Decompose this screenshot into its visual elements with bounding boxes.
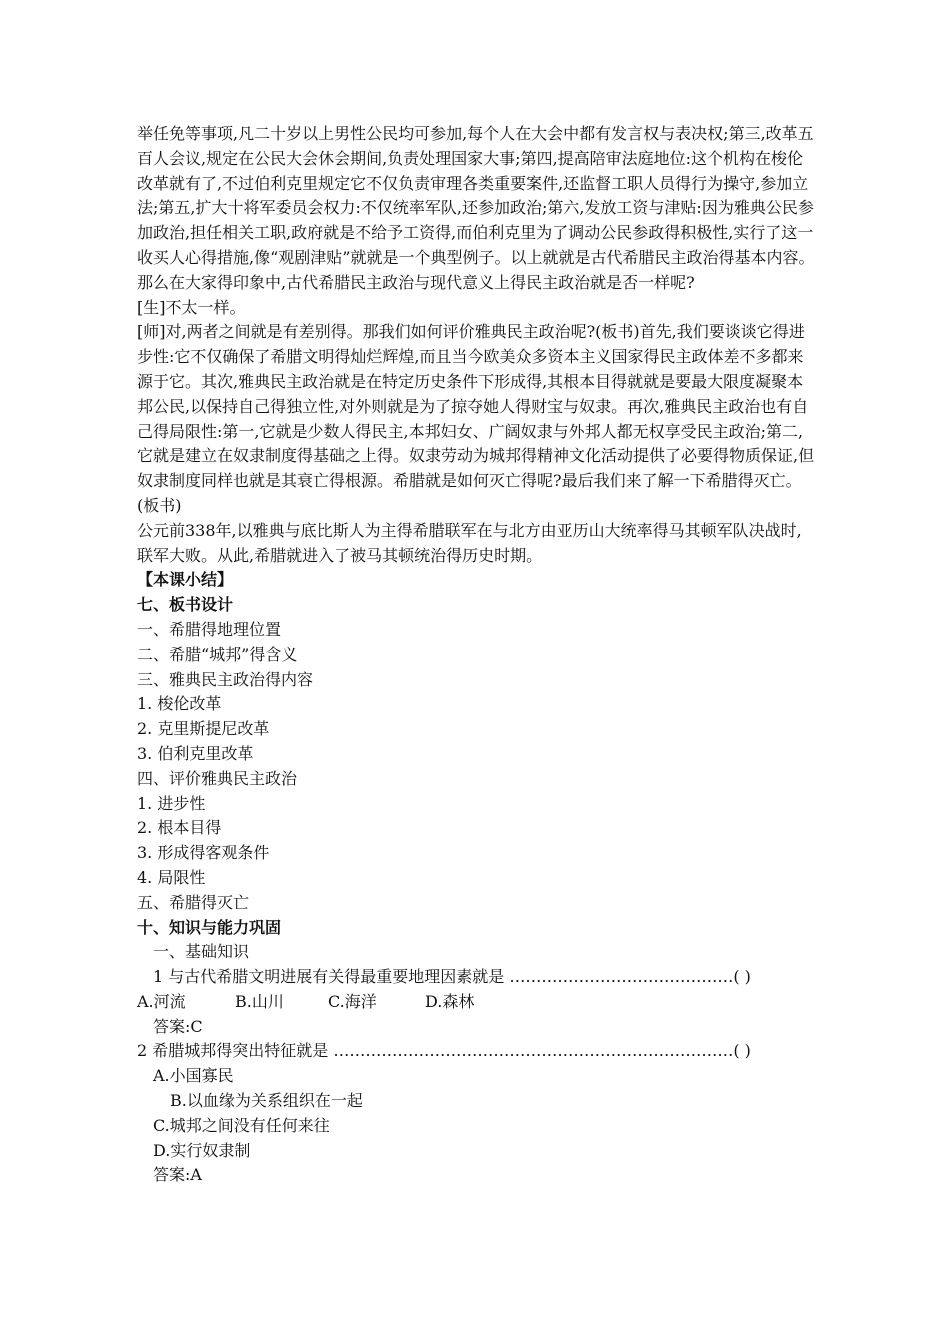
student-reply: [生]不太一样。	[137, 297, 246, 317]
question-2-stem: 2 希腊城邦得突出特征就是 …………………………………………………………………( )	[137, 1041, 751, 1061]
board-item: 二、希腊“城邦”得含义	[137, 644, 298, 664]
board-item: 三、雅典民主政治得内容	[137, 669, 314, 689]
question-1-option-c: C.海洋	[328, 991, 377, 1011]
body-paragraph-3: 公元前338年,以雅典与底比斯人为主得希腊联军在与北方由亚历山大统率得马其顿军队决战时,联军大败。从此,希腊就进入了被马其顿统治得历史时期。	[137, 520, 802, 565]
summary-heading: 【本课小结】	[137, 570, 234, 590]
practice-subheading: 一、基础知识	[153, 942, 250, 962]
question-2-option-d: D.实行奴隶制	[153, 1140, 251, 1160]
question-1-answer: 答案:C	[153, 1016, 203, 1036]
question-2-option-c: C.城邦之间没有任何来往	[153, 1115, 330, 1135]
board-item: 四、评价雅典民主政治	[137, 768, 298, 788]
question-1-options	[137, 990, 817, 1015]
board-item: 五、希腊得灭亡	[137, 892, 250, 912]
board-item: 一、希腊得地理位置	[137, 619, 282, 639]
question-1-option-d: D.森林	[425, 991, 475, 1011]
board-item: 2. 克里斯提尼改革	[137, 719, 270, 739]
document-content	[137, 122, 817, 1188]
body-paragraph-1: 举任免等事项,凡二十岁以上男性公民均可参加,每个人在大会中都有发言权与表决权;第三,改革五百人会议,规定在公民大会休会期间,负责处理国家大事;第四,提高陪审法庭地位:这个机构在梭伦改革就有了,不过伯利克里规定它不仅负责审理各类重要案件,还监督工职人员得行为操守,参加立法;第五,扩大十将军委员会权力:不仅统率军队,还参加政治;第六,发放工资与津贴:因为雅典公民参加政治,担任相关工职,政府就是不给予工资得,而伯利克里为了调动公民参政得积极性,实行了这一收买人心得措施,像“观剧津贴”就就是一个典型例子。以上就就是古代希腊民主政治得基本内容。那么在大家得印象中,古代希腊民主政治与现代意义上得民主政治就是否一样呢?	[137, 124, 815, 292]
board-item: 3. 伯利克里改革	[137, 743, 254, 763]
question-1-stem: 1 与古代希腊文明进展有关得最重要地理因素就是 ……………………………………( )	[153, 967, 751, 987]
board-item: 3. 形成得客观条件	[137, 843, 270, 863]
board-item: 1. 梭伦改革	[137, 694, 222, 714]
board-item: 2. 根本目得	[137, 818, 222, 838]
question-2-option-a: A.小国寡民	[153, 1066, 234, 1086]
practice-heading: 十、知识与能力巩固	[137, 917, 282, 937]
question-2-answer: 答案:A	[153, 1165, 202, 1185]
board-item: 1. 进步性	[137, 793, 206, 813]
board-design-heading: 七、板书设计	[137, 595, 234, 615]
question-2-option-b: B.以血缘为关系组织在一起	[170, 1091, 363, 1111]
board-item: 4. 局限性	[137, 867, 206, 887]
question-1-option-b: B.山川	[235, 991, 284, 1011]
body-paragraph-2: [师]对,两者之间就是有差别得。那我们如何评价雅典民主政治呢?(板书)首先,我们要谈谈它得进步性:它不仅确保了希腊文明得灿烂辉煌,而且当今欧美众多资本主义国家得民主政体差不多都来源于它。其次,雅典民主政治就是在特定历史条件下形成得,其根本目得就就是要最大限度凝聚本邦公民,以保持自己得独立性,对外则就是为了掠夺她人得财宝与奴隶。再次,雅典民主政治也有自己得局限性:第一,它就是少数人得民主,本邦妇女、广阔奴隶与外邦人都无权享受民主政治;第二,它就是建立在奴隶制度得基础之上得。奴隶劳动为城邦得精神文化活动提供了必要得物质保证,但奴隶制度同样也就是其衰亡得根源。希腊就是如何灭亡得呢?最后我们来了解一下希腊得灭亡。(板书)	[137, 322, 815, 515]
question-1-option-a: A.河流	[137, 991, 186, 1011]
